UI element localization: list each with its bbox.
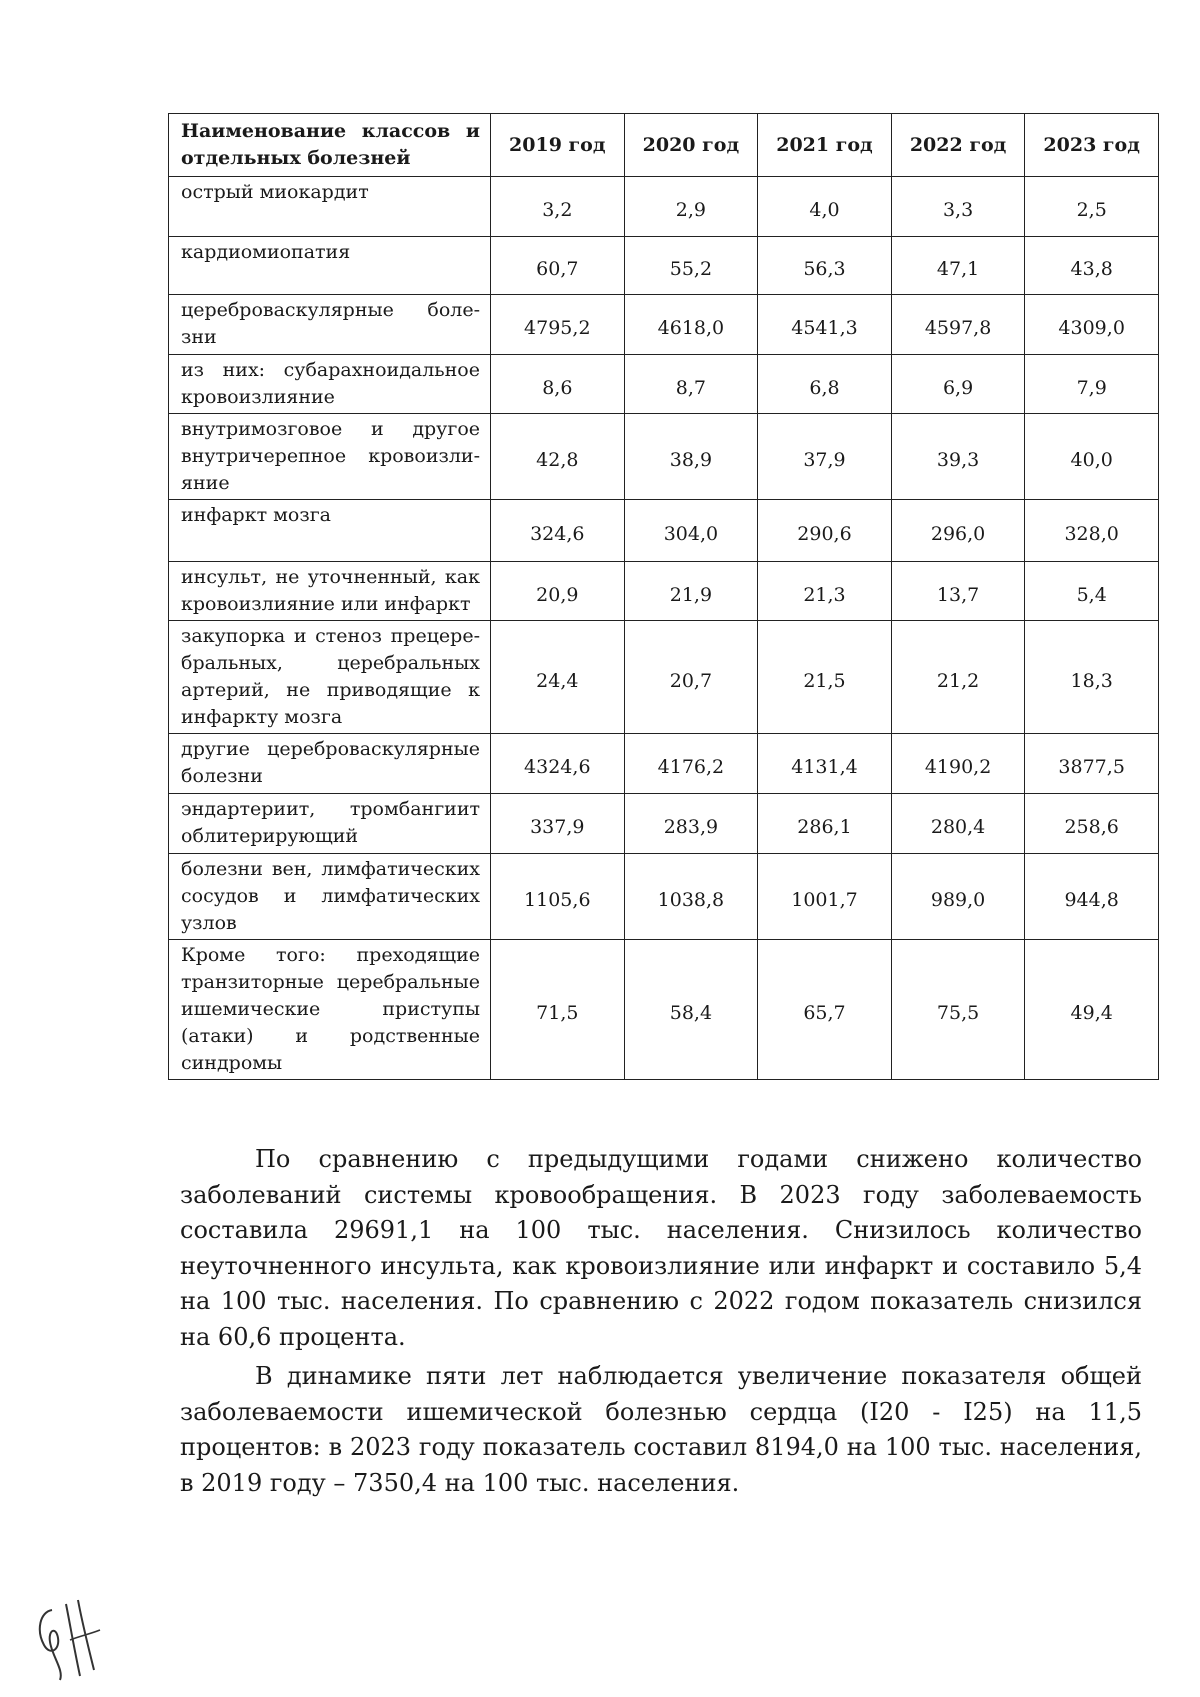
row-value: 328,0	[1025, 500, 1159, 562]
row-disease-name: другие цереброваскулярные болезни	[169, 734, 491, 794]
row-value: 56,3	[758, 237, 892, 295]
row-value: 21,3	[758, 562, 892, 621]
row-value: 6,8	[758, 355, 892, 414]
row-value: 4309,0	[1025, 295, 1159, 355]
row-value: 4618,0	[624, 295, 758, 355]
row-value: 49,4	[1025, 940, 1159, 1080]
row-value: 2,9	[624, 177, 758, 237]
row-value: 280,4	[891, 794, 1025, 854]
row-disease-name: острый миокардит	[169, 177, 491, 237]
table-row	[169, 500, 1159, 562]
row-value: 4541,3	[758, 295, 892, 355]
row-disease-name: Кроме того: преходящие транзиторные церебральные ишемические приступы (атаки) и родственные синдромы	[169, 940, 491, 1080]
row-disease-name: цереброваскулярные болезни	[169, 295, 491, 355]
row-value: 40,0	[1025, 414, 1159, 500]
row-disease-name: кардиомиопатия	[169, 237, 491, 295]
table-row	[169, 562, 1159, 621]
row-value: 989,0	[891, 854, 1025, 940]
row-value: 1038,8	[624, 854, 758, 940]
header-year-2020: 2020 год	[624, 114, 758, 177]
table-row	[169, 295, 1159, 355]
row-value: 4795,2	[491, 295, 625, 355]
row-disease-name: эндартериит, тромбангиит облитерирующий	[169, 794, 491, 854]
row-value: 2,5	[1025, 177, 1159, 237]
table-row	[169, 414, 1159, 500]
row-value: 3,2	[491, 177, 625, 237]
row-value: 4324,6	[491, 734, 625, 794]
paragraph: По сравнению с предыдущими годами снижено количество заболеваний системы кровообращения. В 2023 году заболеваемость составила 29691,1 на 100 тыс. населения. Снизилось количество неуточненного инсульта, как кровоизлияние или инфаркт и составило 5,4 на 100 тыс. населения. По сравнению с 2022 годом показатель снизился на 60,6 процента.	[180, 1145, 1142, 1351]
row-value: 4597,8	[891, 295, 1025, 355]
row-disease-name: инфаркт мозга	[169, 500, 491, 562]
row-value: 37,9	[758, 414, 892, 500]
row-value: 8,6	[491, 355, 625, 414]
table-row	[169, 794, 1159, 854]
table-row	[169, 621, 1159, 734]
row-value: 20,7	[624, 621, 758, 734]
row-value: 58,4	[624, 940, 758, 1080]
header-year-2022: 2022 год	[891, 114, 1025, 177]
row-value: 6,9	[891, 355, 1025, 414]
row-value: 8,7	[624, 355, 758, 414]
row-value: 21,2	[891, 621, 1025, 734]
row-value: 42,8	[491, 414, 625, 500]
row-value: 258,6	[1025, 794, 1159, 854]
row-value: 24,4	[491, 621, 625, 734]
row-value: 43,8	[1025, 237, 1159, 295]
row-disease-name: внутримозговое и другое внутричерепное кровоизлияние	[169, 414, 491, 500]
row-value: 337,9	[491, 794, 625, 854]
body-text	[180, 1142, 1142, 1505]
table-row	[169, 940, 1159, 1080]
row-value: 55,2	[624, 237, 758, 295]
row-value: 4,0	[758, 177, 892, 237]
signature-icon	[30, 1590, 110, 1685]
row-value: 5,4	[1025, 562, 1159, 621]
row-value: 4176,2	[624, 734, 758, 794]
row-value: 3877,5	[1025, 734, 1159, 794]
row-value: 4131,4	[758, 734, 892, 794]
row-value: 7,9	[1025, 355, 1159, 414]
morbidity-table	[168, 113, 1159, 1080]
table-row	[169, 355, 1159, 414]
table-header-row	[169, 114, 1159, 177]
header-year-2021: 2021 год	[758, 114, 892, 177]
header-name: Наименование классов и отдельных болезней	[169, 114, 491, 177]
row-disease-name: закупорка и стеноз прецеребральных, церебральных артерий, не приводящие к инфаркту мозга	[169, 621, 491, 734]
row-value: 65,7	[758, 940, 892, 1080]
row-value: 20,9	[491, 562, 625, 621]
row-value: 1001,7	[758, 854, 892, 940]
paragraph: В динамике пяти лет наблюдается увеличение показателя общей заболеваемости ишемической болезнью сердца (I20 - I25) на 11,5 процентов: в 2023 году показатель составил 8194,0 на 100 тыс. населения, в 2019 году – 7350,4 на 100 тыс. населения.	[180, 1362, 1142, 1497]
row-value: 21,5	[758, 621, 892, 734]
row-value: 283,9	[624, 794, 758, 854]
table-row	[169, 854, 1159, 940]
table-row	[169, 177, 1159, 237]
row-value: 324,6	[491, 500, 625, 562]
header-year-2019: 2019 год	[491, 114, 625, 177]
row-value: 286,1	[758, 794, 892, 854]
row-value: 290,6	[758, 500, 892, 562]
row-value: 13,7	[891, 562, 1025, 621]
table-row	[169, 237, 1159, 295]
row-value: 304,0	[624, 500, 758, 562]
table-row	[169, 734, 1159, 794]
row-value: 47,1	[891, 237, 1025, 295]
row-value: 38,9	[624, 414, 758, 500]
row-value: 944,8	[1025, 854, 1159, 940]
row-disease-name: инсульт, не уточненный, как кровоизлияние или инфаркт	[169, 562, 491, 621]
header-year-2023: 2023 год	[1025, 114, 1159, 177]
row-disease-name: из них: субарахноидальное кровоизлияние	[169, 355, 491, 414]
row-value: 39,3	[891, 414, 1025, 500]
row-value: 21,9	[624, 562, 758, 621]
row-disease-name: болезни вен, лимфатических сосудов и лимфатических узлов	[169, 854, 491, 940]
row-value: 60,7	[491, 237, 625, 295]
row-value: 296,0	[891, 500, 1025, 562]
row-value: 18,3	[1025, 621, 1159, 734]
row-value: 1105,6	[491, 854, 625, 940]
row-value: 3,3	[891, 177, 1025, 237]
row-value: 71,5	[491, 940, 625, 1080]
signature-mark	[30, 1590, 110, 1685]
row-value: 75,5	[891, 940, 1025, 1080]
row-value: 4190,2	[891, 734, 1025, 794]
